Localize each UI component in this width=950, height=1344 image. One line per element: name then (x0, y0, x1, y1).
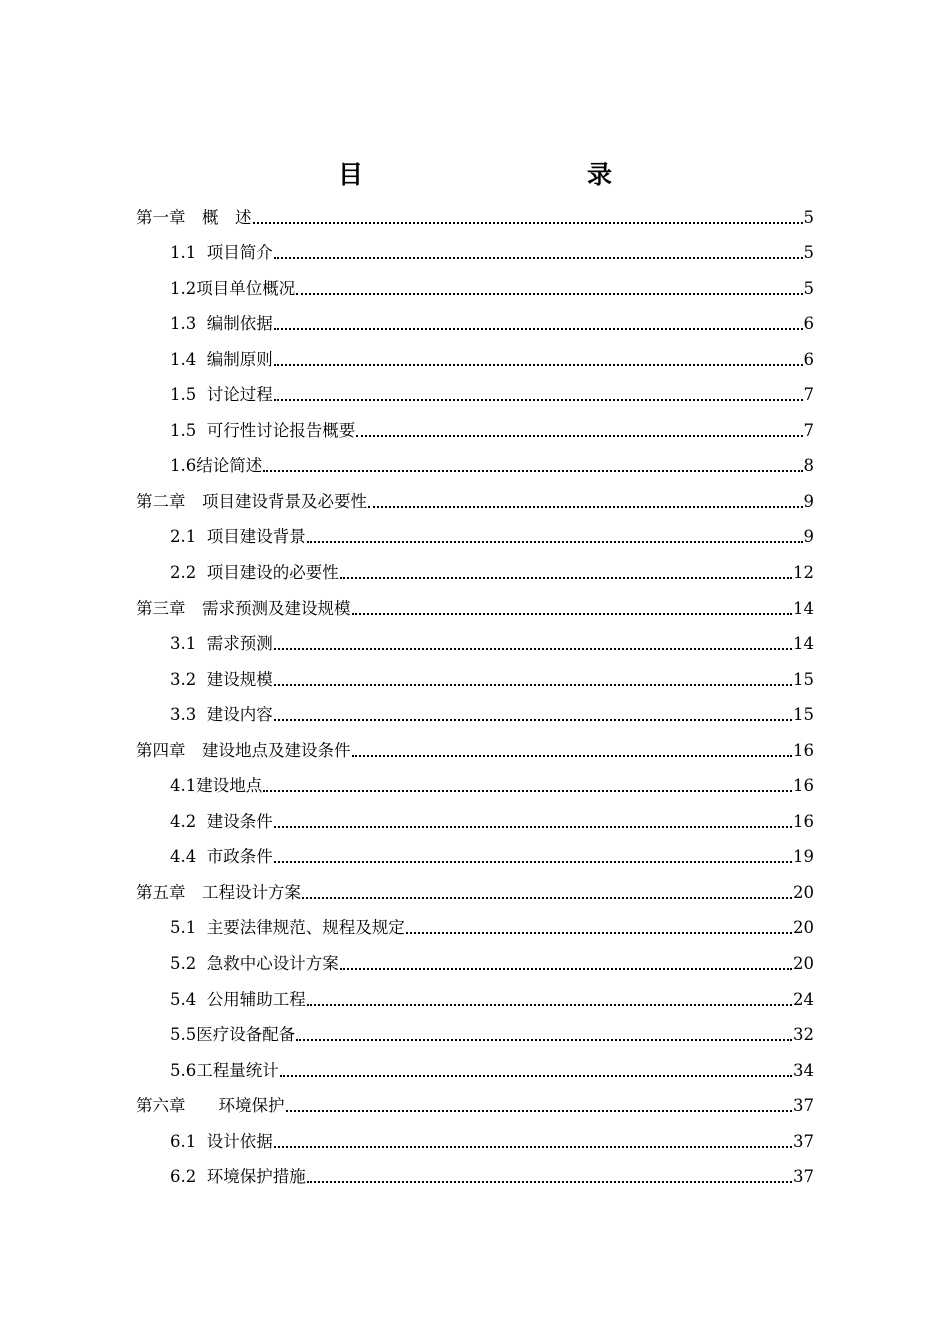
toc-section-entry[interactable] (136, 765, 814, 801)
toc-section-entry[interactable] (136, 623, 814, 659)
toc-entry-label: 5.6工程量统计 (170, 1060, 279, 1080)
toc-chapter-entry[interactable] (136, 1085, 814, 1121)
toc-page-number: 8 (803, 456, 814, 476)
toc-section-entry[interactable] (136, 409, 814, 445)
toc-entry-label: 1.3 编制依据 (170, 314, 273, 334)
toc-dot-leader (368, 506, 803, 508)
toc-dot-leader (274, 861, 792, 863)
toc-page-number: 7 (803, 420, 814, 440)
toc-entry-label: 1.1 项目简介 (170, 243, 273, 263)
toc-entry-label: 1.6结论简述 (170, 456, 263, 476)
toc-section-entry[interactable] (136, 1014, 814, 1050)
toc-section-entry[interactable] (136, 658, 814, 694)
toc-list (136, 196, 814, 1191)
toc-dot-leader (356, 435, 802, 437)
toc-entry-label: 第五章 工程设计方案 (136, 882, 301, 902)
toc-dot-leader (274, 364, 803, 366)
toc-dot-leader (302, 897, 792, 899)
toc-entry-label: 4.4 市政条件 (170, 847, 273, 867)
toc-page-number: 32 (793, 1025, 814, 1045)
toc-chapter-entry[interactable] (136, 480, 814, 516)
toc-page-number: 7 (803, 385, 814, 405)
toc-dot-leader (274, 399, 803, 401)
toc-entry-label: 4.2 建设条件 (170, 811, 273, 831)
toc-page-number: 6 (803, 349, 814, 369)
toc-page-number: 5 (803, 243, 814, 263)
toc-title: 目 录 (337, 160, 670, 189)
toc-page-number: 37 (793, 1131, 814, 1151)
toc-dot-leader (340, 968, 792, 970)
toc-entry-label: 1.5 可行性讨论报告概要 (170, 420, 356, 440)
toc-section-entry[interactable] (136, 1120, 814, 1156)
toc-page-number: 20 (793, 954, 814, 974)
toc-dot-leader (352, 613, 793, 615)
toc-section-entry[interactable] (136, 800, 814, 836)
toc-entry-label: 第一章 概 述 (136, 207, 252, 227)
toc-chapter-entry[interactable] (136, 587, 814, 623)
toc-section-entry[interactable] (136, 338, 814, 374)
toc-dot-leader (274, 826, 792, 828)
toc-entry-label: 第四章 建设地点及建设条件 (136, 740, 351, 760)
toc-dot-leader (307, 1181, 792, 1183)
toc-entry-label: 3.3 建设内容 (170, 705, 273, 725)
toc-entry-label: 1.5 讨论过程 (170, 385, 273, 405)
toc-page-number: 16 (793, 776, 814, 796)
toc-dot-leader (253, 222, 803, 224)
toc-entry-label: 6.1 设计依据 (170, 1131, 273, 1151)
toc-page-number: 16 (793, 740, 814, 760)
toc-page-number: 5 (803, 278, 814, 298)
toc-chapter-entry[interactable] (136, 871, 814, 907)
toc-section-entry[interactable] (136, 1156, 814, 1192)
toc-section-entry[interactable] (136, 303, 814, 339)
toc-section-entry[interactable] (136, 942, 814, 978)
toc-page-number: 20 (793, 918, 814, 938)
toc-section-entry[interactable] (136, 907, 814, 943)
toc-dot-leader (280, 1075, 792, 1077)
toc-dot-leader (263, 470, 802, 472)
toc-entry-label: 1.4 编制原则 (170, 349, 273, 369)
toc-page-number: 12 (793, 563, 814, 583)
toc-chapter-entry[interactable] (136, 196, 814, 232)
toc-entry-label: 第三章 需求预测及建设规模 (136, 598, 351, 618)
toc-section-entry[interactable] (136, 694, 814, 730)
toc-dot-leader (274, 684, 792, 686)
toc-entry-label: 5.5医疗设备配备 (170, 1025, 296, 1045)
toc-entry-label: 3.2 建设规模 (170, 669, 273, 689)
toc-entry-label: 6.2 环境保护措施 (170, 1167, 306, 1187)
toc-dot-leader (274, 648, 792, 650)
toc-dot-leader (296, 1039, 792, 1041)
toc-page-number: 9 (803, 491, 814, 511)
toc-section-entry[interactable] (136, 232, 814, 268)
toc-entry-label: 2.1 项目建设背景 (170, 527, 306, 547)
toc-dot-leader (274, 328, 803, 330)
toc-section-entry[interactable] (136, 374, 814, 410)
toc-page-number: 15 (793, 669, 814, 689)
toc-page-number: 37 (793, 1167, 814, 1187)
toc-page-number: 14 (793, 598, 814, 618)
toc-section-entry[interactable] (136, 551, 814, 587)
toc-page-number: 19 (793, 847, 814, 867)
toc-dot-leader (352, 755, 793, 757)
toc-chapter-entry[interactable] (136, 729, 814, 765)
toc-page-number: 14 (793, 634, 814, 654)
toc-page-number: 20 (793, 882, 814, 902)
toc-section-entry[interactable] (136, 516, 814, 552)
toc-page-number: 6 (803, 314, 814, 334)
toc-entry-label: 3.1 需求预测 (170, 634, 273, 654)
toc-entry-label: 4.1建设地点 (170, 776, 263, 796)
toc-page-number: 9 (803, 527, 814, 547)
toc-dot-leader (274, 257, 803, 259)
toc-section-entry[interactable] (136, 978, 814, 1014)
toc-entry-label: 第六章 环境保护 (136, 1096, 285, 1116)
toc-dot-leader (307, 1004, 792, 1006)
toc-dot-leader (296, 293, 802, 295)
toc-entry-label: 第二章 项目建设背景及必要性 (136, 491, 367, 511)
toc-page-number: 34 (793, 1060, 814, 1080)
toc-entry-label: 5.4 公用辅助工程 (170, 989, 306, 1009)
toc-dot-leader (263, 790, 792, 792)
toc-dot-leader (340, 577, 792, 579)
toc-entry-label: 1.2项目单位概况 (170, 278, 296, 298)
toc-page-number: 24 (793, 989, 814, 1009)
toc-dot-leader (307, 541, 803, 543)
toc-section-entry[interactable] (136, 836, 814, 872)
toc-entry-label: 5.2 急救中心设计方案 (170, 954, 339, 974)
toc-page-number: 5 (803, 207, 814, 227)
toc-section-entry[interactable] (136, 445, 814, 481)
toc-dot-leader (274, 1146, 792, 1148)
toc-page-number: 37 (793, 1096, 814, 1116)
toc-entry-label: 2.2 项目建设的必要性 (170, 563, 339, 583)
toc-section-entry[interactable] (136, 267, 814, 303)
toc-dot-leader (274, 719, 792, 721)
toc-dot-leader (406, 932, 792, 934)
toc-entry-label: 5.1 主要法律规范、规程及规定 (170, 918, 405, 938)
toc-section-entry[interactable] (136, 1049, 814, 1085)
toc-page-number: 16 (793, 811, 814, 831)
toc-page-number: 15 (793, 705, 814, 725)
toc-dot-leader (286, 1110, 793, 1112)
